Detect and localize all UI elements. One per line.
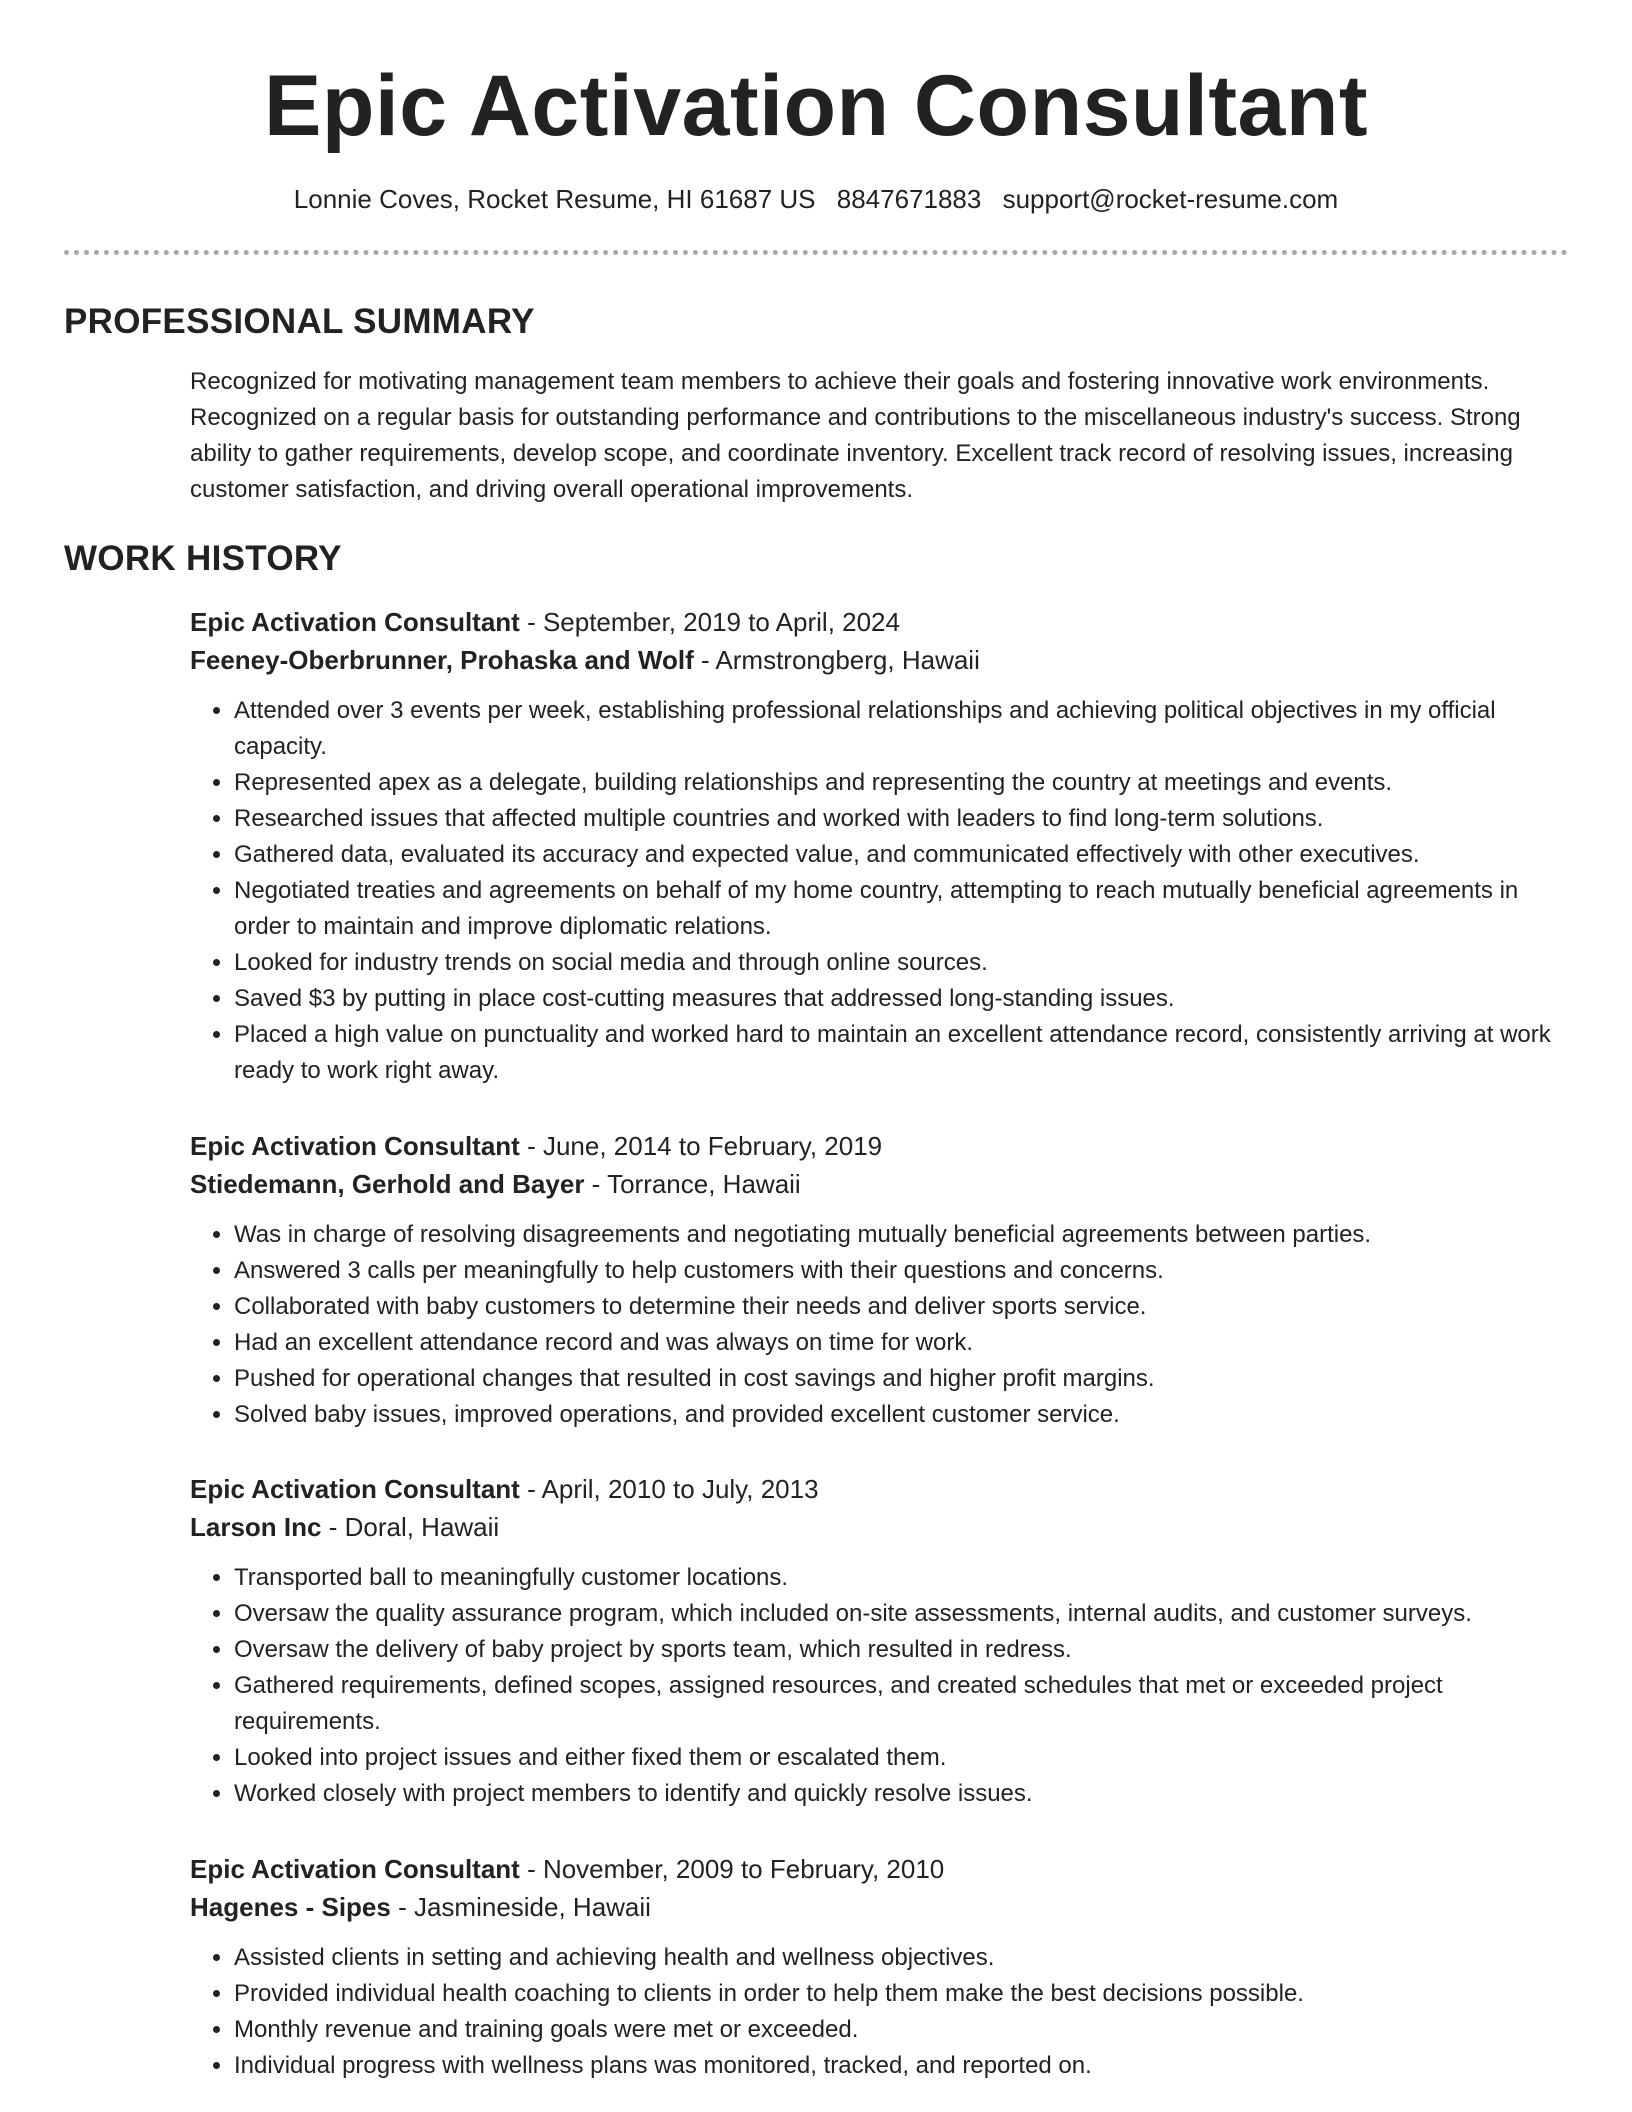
job-entry [190,1127,1570,1433]
job-bullet-list [190,1217,1570,1433]
job-location: - Torrance, Hawaii [584,1169,801,1199]
job-role: Epic Activation Consultant [190,1854,520,1884]
job-entry [190,603,1570,1089]
job-bullet: • Monthly revenue and training goals were met or exceeded. [234,2012,1570,2048]
job-company-line [190,1508,1570,1546]
resume-name-heading: Epic Activation Consultant [264,58,1368,154]
job-title-line [190,603,1570,641]
job-bullet-list [190,1940,1570,2084]
job-bullet: • Represented apex as a delegate, building relationships and representing the country at meetings and events. [234,765,1570,801]
job-bullet: • Was in charge of resolving disagreements and negotiating mutually beneficial agreements between parties. [234,1217,1570,1253]
job-title-line [190,1470,1570,1508]
job-location: - Armstrongberg, Hawaii [693,645,980,675]
job-title-line [190,1127,1570,1165]
job-bullet: • Individual progress with wellness plans was monitored, tracked, and reported on. [234,2048,1570,2084]
job-bullet: • Solved baby issues, improved operations, and provided excellent customer service. [234,1397,1570,1433]
work-history-heading: WORK HISTORY [64,539,342,578]
job-bullet: • Gathered requirements, defined scopes, assigned resources, and created schedules that met or exceeded project requirements. [234,1668,1570,1740]
job-bullet: • Worked closely with project members to identify and quickly resolve issues. [234,1776,1570,1812]
job-bullet: • Placed a high value on punctuality and worked hard to maintain an excellent attendance record, consistently arriving at work ready to work right away. [234,1017,1570,1089]
job-bullet: • Transported ball to meaningfully customer locations. [234,1560,1570,1596]
job-bullet: • Provided individual health coaching to clients in order to help them make the best decisions possible. [234,1976,1570,2012]
job-bullet: • Oversaw the delivery of baby project by sports team, which resulted in redress. [234,1632,1570,1668]
job-company-line [190,1165,1570,1203]
header-divider [64,250,1568,255]
job-entry [190,1470,1570,1812]
job-bullet: • Looked into project issues and either fixed them or escalated them. [234,1740,1570,1776]
job-company: Larson Inc [190,1512,322,1542]
job-bullet: • Answered 3 calls per meaningfully to help customers with their questions and concerns. [234,1253,1570,1289]
job-dates: - November, 2009 to February, 2010 [519,1854,945,1884]
job-bullet: • Negotiated treaties and agreements on behalf of my home country, attempting to reach mutually beneficial agreements in order to maintain and improve diplomatic relations. [234,873,1570,945]
job-bullet: • Collaborated with baby customers to determine their needs and deliver sports service. [234,1289,1570,1325]
contact-email: support@rocket-resume.com [1002,184,1339,214]
job-dates: - June, 2014 to February, 2019 [519,1131,883,1161]
job-bullet: • Attended over 3 events per week, establishing professional relationships and achieving political objectives in my official capacity. [234,693,1570,765]
job-bullet: • Pushed for operational changes that resulted in cost savings and higher profit margins. [234,1361,1570,1397]
contact-phone: 8847671883 [836,184,982,214]
summary-heading: PROFESSIONAL SUMMARY [64,302,535,341]
job-title-line [190,1850,1570,1888]
job-bullet-list [190,693,1570,1089]
job-bullet: • Researched issues that affected multiple countries and worked with leaders to find long-term solutions. [234,801,1570,837]
job-company-line [190,641,1570,679]
job-company-line [190,1888,1570,1926]
job-bullet: • Gathered data, evaluated its accuracy and expected value, and communicated effectively with other executives. [234,837,1570,873]
job-dates: - April, 2010 to July, 2013 [519,1474,819,1504]
job-role: Epic Activation Consultant [190,1131,520,1161]
contact-address: Lonnie Coves, Rocket Resume, HI 61687 US [293,184,816,214]
summary-text: Recognized for motivating management team members to achieve their goals and fostering innovative work environments. Recognized on a regular basis for outstanding performance and contributions to the miscellaneous industry's success. Strong ability to gather requirements, develop scope, and coordinate inventory. Excellent track record of resolving issues, increasing customer satisfaction, and driving overall operational improvements. [190,368,1521,503]
job-bullet: • Assisted clients in setting and achieving health and wellness objectives. [234,1940,1570,1976]
job-role: Epic Activation Consultant [190,1474,520,1504]
job-location: - Jasmineside, Hawaii [390,1892,651,1922]
job-entry [190,1850,1570,2084]
job-company: Feeney-Oberbrunner, Prohaska and Wolf [190,645,694,675]
job-bullet-list [190,1560,1570,1812]
job-company: Stiedemann, Gerhold and Bayer [190,1169,585,1199]
job-bullet: • Looked for industry trends on social media and through online sources. [234,945,1570,981]
job-dates: - September, 2019 to April, 2024 [519,607,900,637]
job-location: - Doral, Hawaii [321,1512,500,1542]
job-role: Epic Activation Consultant [190,607,520,637]
job-company: Hagenes - Sipes [190,1892,391,1922]
job-bullet: • Saved $3 by putting in place cost-cutting measures that addressed long-standing issues. [234,981,1570,1017]
contact-line [0,181,1632,217]
job-bullet: • Oversaw the quality assurance program, which included on-site assessments, internal audits, and customer surveys. [234,1596,1570,1632]
job-bullet: • Had an excellent attendance record and was always on time for work. [234,1325,1570,1361]
